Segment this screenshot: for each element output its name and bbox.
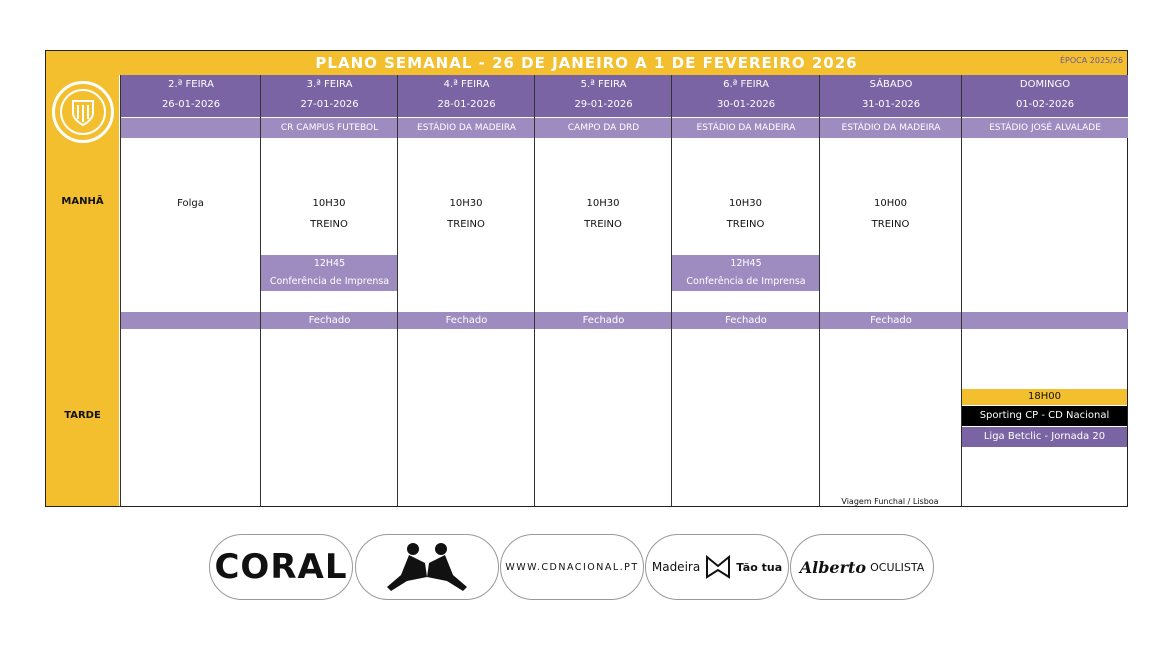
morning-activity: TREINO bbox=[310, 219, 348, 230]
weekly-plan bbox=[45, 50, 1128, 507]
sponsor-logo[interactable] bbox=[209, 534, 353, 600]
morning-time: 10H30 bbox=[312, 198, 346, 209]
match-time: 18H00 bbox=[962, 389, 1127, 405]
alberto-text: Alberto bbox=[799, 557, 867, 577]
status-label: Fechado bbox=[398, 312, 535, 329]
period-morning: MANHÃ bbox=[61, 196, 104, 207]
sponsor-logo[interactable] bbox=[500, 534, 644, 600]
day-name: SÁBADO bbox=[869, 79, 913, 90]
day-date: 26-01-2026 bbox=[161, 99, 221, 110]
status-label bbox=[121, 312, 261, 329]
oculista-text: OCULISTA bbox=[870, 560, 925, 574]
press-conference-box bbox=[261, 255, 398, 291]
sponsor-logo[interactable] bbox=[355, 534, 499, 600]
club-crest-icon bbox=[52, 81, 114, 143]
day-name: 3.ª FEIRA bbox=[306, 79, 353, 90]
sidebar bbox=[46, 75, 119, 506]
day-date: 28-01-2026 bbox=[437, 99, 496, 110]
morning-time: 10H00 bbox=[874, 198, 907, 209]
day-column bbox=[120, 75, 260, 506]
day-date: 27-01-2026 bbox=[300, 99, 359, 110]
morning-time: Folga bbox=[177, 198, 204, 209]
day-column bbox=[819, 75, 961, 506]
madeira-text: Madeira bbox=[651, 560, 701, 574]
morning-activity: TREINO bbox=[584, 219, 622, 230]
tao-tua-text: Tão tua bbox=[736, 560, 783, 574]
day-name: 6.ª FEIRA bbox=[723, 79, 769, 90]
press-label: Conferência de Imprensa bbox=[269, 276, 390, 287]
day-name: 4.ª FEIRA bbox=[443, 79, 490, 90]
status-label: Fechado bbox=[535, 312, 672, 329]
day-name: 2.ª FEIRA bbox=[168, 79, 214, 90]
venue-label: ESTÁDIO DA MADEIRA bbox=[398, 118, 535, 138]
morning-activity: TREINO bbox=[726, 219, 765, 230]
press-time: 12H45 bbox=[313, 258, 346, 269]
sponsor-logo[interactable] bbox=[645, 534, 789, 600]
morning-activity: TREINO bbox=[871, 219, 910, 230]
venue-label bbox=[121, 118, 261, 138]
status-label: Fechado bbox=[672, 312, 820, 329]
status-label: Fechado bbox=[261, 312, 398, 329]
day-column bbox=[534, 75, 671, 506]
day-column bbox=[260, 75, 397, 506]
venue-label: ESTÁDIO JOSÉ ALVALADE bbox=[962, 118, 1128, 138]
day-date: 01-02-2026 bbox=[1015, 99, 1075, 110]
venue-label: CR CAMPUS FUTEBOL bbox=[261, 118, 398, 138]
venue-label: ESTÁDIO DA MADEIRA bbox=[820, 118, 962, 138]
day-column bbox=[671, 75, 819, 506]
morning-time: 10H30 bbox=[729, 198, 762, 209]
match-teams: Sporting CP - CD Nacional bbox=[962, 406, 1127, 426]
press-label: Conferência de Imprensa bbox=[686, 276, 806, 287]
day-date: 31-01-2026 bbox=[861, 99, 921, 110]
period-afternoon: TARDE bbox=[64, 410, 101, 421]
morning-time: 10H30 bbox=[586, 198, 620, 209]
match-competition: Liga Betclic - Jornada 20 bbox=[962, 427, 1127, 447]
venue-label: CAMPO DA DRD bbox=[535, 118, 672, 138]
travel-note: Viagem Funchal / Lisboa bbox=[841, 497, 939, 506]
sponsor-logo[interactable] bbox=[790, 534, 934, 600]
morning-activity: TREINO bbox=[447, 219, 485, 230]
day-column bbox=[397, 75, 534, 506]
status-label bbox=[962, 312, 1128, 329]
day-name: 5.ª FEIRA bbox=[580, 79, 627, 90]
status-label: Fechado bbox=[820, 312, 962, 329]
season-label: ÉPOCA 2025/26 bbox=[1059, 56, 1123, 65]
day-date: 29-01-2026 bbox=[574, 99, 633, 110]
day-date: 30-01-2026 bbox=[716, 99, 776, 110]
press-conference-box bbox=[672, 255, 820, 291]
website-logo: WWW.CDNACIONAL.PT bbox=[505, 561, 639, 573]
press-time: 12H45 bbox=[730, 258, 762, 269]
madeira-logo-icon bbox=[704, 554, 732, 580]
morning-time: 10H30 bbox=[449, 198, 483, 209]
plan-title: PLANO SEMANAL - 26 DE JANEIRO A 1 DE FEVEREIRO 2026 bbox=[46, 51, 1127, 75]
coral-logo: CORAL bbox=[214, 547, 348, 587]
venue-label: ESTÁDIO DA MADEIRA bbox=[672, 118, 820, 138]
day-name: DOMINGO bbox=[1019, 79, 1071, 90]
kappa-logo-icon bbox=[377, 541, 477, 593]
